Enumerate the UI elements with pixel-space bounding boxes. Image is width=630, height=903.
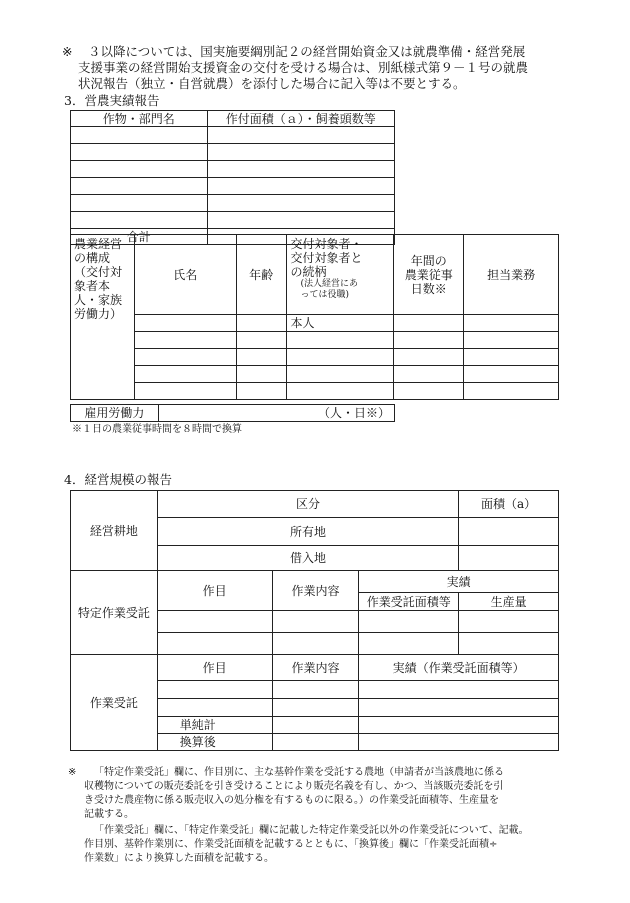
simple-total-work-cell[interactable] — [272, 717, 359, 734]
specific-label: 特定作業受託 — [71, 571, 158, 655]
results-area-header: 作業受託面積等 — [359, 593, 459, 611]
specific-work-header: 作業内容 — [272, 571, 359, 611]
area-a-header: 面積（a） — [459, 491, 559, 518]
crop-cell[interactable] — [71, 195, 208, 212]
crop-cell[interactable] — [71, 212, 208, 229]
member-days-cell[interactable] — [394, 349, 464, 366]
contract-work-header: 作業内容 — [272, 655, 359, 681]
section3-footnote: ※１日の農業従事時間を８時間で換算 — [72, 424, 242, 435]
area-cell[interactable] — [207, 178, 394, 195]
specific-production-cell[interactable] — [459, 633, 559, 655]
member-duty-cell[interactable] — [464, 332, 559, 349]
converted-work-cell[interactable] — [272, 734, 359, 751]
member-name-cell[interactable] — [134, 315, 236, 332]
contract-work-cell[interactable] — [272, 681, 359, 699]
hired-label: 雇用労働力 — [71, 405, 159, 422]
specific-work-cell[interactable] — [272, 633, 359, 655]
simple-total-label: 単純計 — [157, 717, 272, 734]
specific-area-cell[interactable] — [359, 633, 459, 655]
member-age-cell[interactable] — [236, 366, 286, 383]
member-relation-cell[interactable] — [286, 383, 394, 400]
bottom-note-line: 作業数」により換算した面積を記載する。 — [84, 853, 274, 864]
owned-area-cell[interactable] — [459, 518, 559, 546]
results-long-header: 実績（作業受託面積等） — [359, 655, 559, 681]
member-age-cell[interactable] — [236, 349, 286, 366]
member-name-cell[interactable] — [134, 349, 236, 366]
contract-crop-cell[interactable] — [157, 699, 272, 717]
area-header: 作付面積（ａ）・飼養頭数等 — [207, 111, 394, 127]
member-age-cell[interactable] — [236, 332, 286, 349]
kubun-header: 区分 — [157, 491, 458, 518]
specific-production-cell[interactable] — [459, 611, 559, 633]
simple-total-area-cell[interactable] — [359, 717, 559, 734]
crop-cell[interactable] — [71, 144, 208, 161]
member-relation-cell[interactable] — [286, 366, 394, 383]
contract-work-cell[interactable] — [272, 699, 359, 717]
bottom-note-line: 記載する。 — [84, 809, 134, 820]
member-relation-cell[interactable] — [286, 349, 394, 366]
bottom-note-line: 作目別、基幹作業別に、作業受託面積を記載するとともに、「換算後」欄に「作業受託面積÷ — [84, 839, 498, 850]
hired-unit[interactable]: （人・日※） — [158, 405, 394, 422]
leased-area-cell[interactable] — [459, 546, 559, 571]
specific-work-cell[interactable] — [272, 611, 359, 633]
bottom-note-mark: ※ — [68, 767, 77, 778]
crop-header: 作物・部門名 — [71, 111, 208, 127]
member-days-cell[interactable] — [394, 383, 464, 400]
col-age: 年齢 — [236, 235, 286, 315]
composition-table — [70, 234, 559, 400]
crop-cell[interactable] — [71, 178, 208, 195]
col-name: 氏名 — [134, 235, 236, 315]
self-label: 本人 — [286, 315, 394, 332]
member-duty-cell[interactable] — [464, 366, 559, 383]
section3-title: 3．営農実績報告 — [64, 93, 160, 108]
member-days-cell[interactable] — [394, 332, 464, 349]
note-line-1: ３以降については、国実施要綱別記２の経営開始資金又は就農準備・経営発展 — [88, 44, 526, 59]
owned-label: 所有地 — [157, 518, 458, 546]
member-duty-cell[interactable] — [464, 383, 559, 400]
contract-label: 作業受託 — [71, 655, 158, 751]
total-label: 合計 — [71, 229, 208, 245]
contract-crop-header: 作目 — [157, 655, 272, 681]
results-header: 実績 — [359, 571, 559, 593]
crop-cell[interactable] — [71, 127, 208, 144]
crop-table — [70, 110, 395, 245]
specific-crop-header: 作目 — [157, 571, 272, 611]
member-relation-cell[interactable] — [286, 332, 394, 349]
converted-area-cell[interactable] — [359, 734, 559, 751]
bottom-note-line: 「作業受託」欄に、「特定作業受託」欄に記載した特定作業受託以外の作業受託について、記載。 — [94, 825, 529, 836]
specific-area-cell[interactable] — [359, 611, 459, 633]
area-cell[interactable] — [207, 144, 394, 161]
scale-table — [70, 490, 559, 751]
member-duty-cell[interactable] — [464, 315, 559, 332]
contract-area-cell[interactable] — [359, 699, 559, 717]
note-line-2: 支援事業の経営開始支援資金の交付を受ける場合は、別紙様式第９－１号の就農 — [78, 60, 529, 75]
member-name-cell[interactable] — [134, 366, 236, 383]
specific-crop-cell[interactable] — [157, 633, 272, 655]
production-header: 生産量 — [459, 593, 559, 611]
contract-area-cell[interactable] — [359, 681, 559, 699]
bottom-note-line: 収穫物についての販売委託を引き受けることにより販売名義を有し、かつ、当該販売委託を引 — [84, 781, 504, 792]
leased-label: 借入地 — [157, 546, 458, 571]
composition-label: 農業経営 の構成 （交付対 象者本 人・家族 労働力） — [71, 235, 135, 400]
bottom-note-line: き受けた農産物に係る販売収入の処分権を有するものに限る。）の作業受託面積等、生産量を — [84, 795, 499, 806]
member-name-cell[interactable] — [134, 332, 236, 349]
converted-label: 換算後 — [157, 734, 272, 751]
farmland-label: 経営耕地 — [71, 491, 158, 571]
member-name-cell[interactable] — [134, 383, 236, 400]
col-relation: 交付対象者・ 交付対象者と の続柄 (法人経営にあ っては役職) — [286, 235, 394, 315]
member-age-cell[interactable] — [236, 383, 286, 400]
crop-cell[interactable] — [71, 161, 208, 178]
bottom-note-line: 「特定作業受託」欄に、作目別に、主な基幹作業を受託する農地（申請者が当該農地に係る — [94, 767, 504, 778]
hired-table — [70, 404, 395, 422]
area-cell[interactable] — [207, 212, 394, 229]
specific-crop-cell[interactable] — [157, 611, 272, 633]
member-days-cell[interactable] — [394, 366, 464, 383]
section4-title: 4．経営規模の報告 — [64, 472, 172, 487]
member-duty-cell[interactable] — [464, 349, 559, 366]
area-cell[interactable] — [207, 161, 394, 178]
member-days-cell[interactable] — [394, 315, 464, 332]
area-cell[interactable] — [207, 195, 394, 212]
note-line-3: 状況報告（独立・自営就農）を添付した場合に記入等は不要とする。 — [78, 76, 466, 91]
member-age-cell[interactable] — [236, 315, 286, 332]
contract-crop-cell[interactable] — [157, 681, 272, 699]
area-cell[interactable] — [207, 127, 394, 144]
col-duty: 担当業務 — [464, 235, 559, 315]
note-mark: ※ — [62, 44, 73, 59]
col-days: 年間の 農業従事 日数※ — [394, 235, 464, 315]
